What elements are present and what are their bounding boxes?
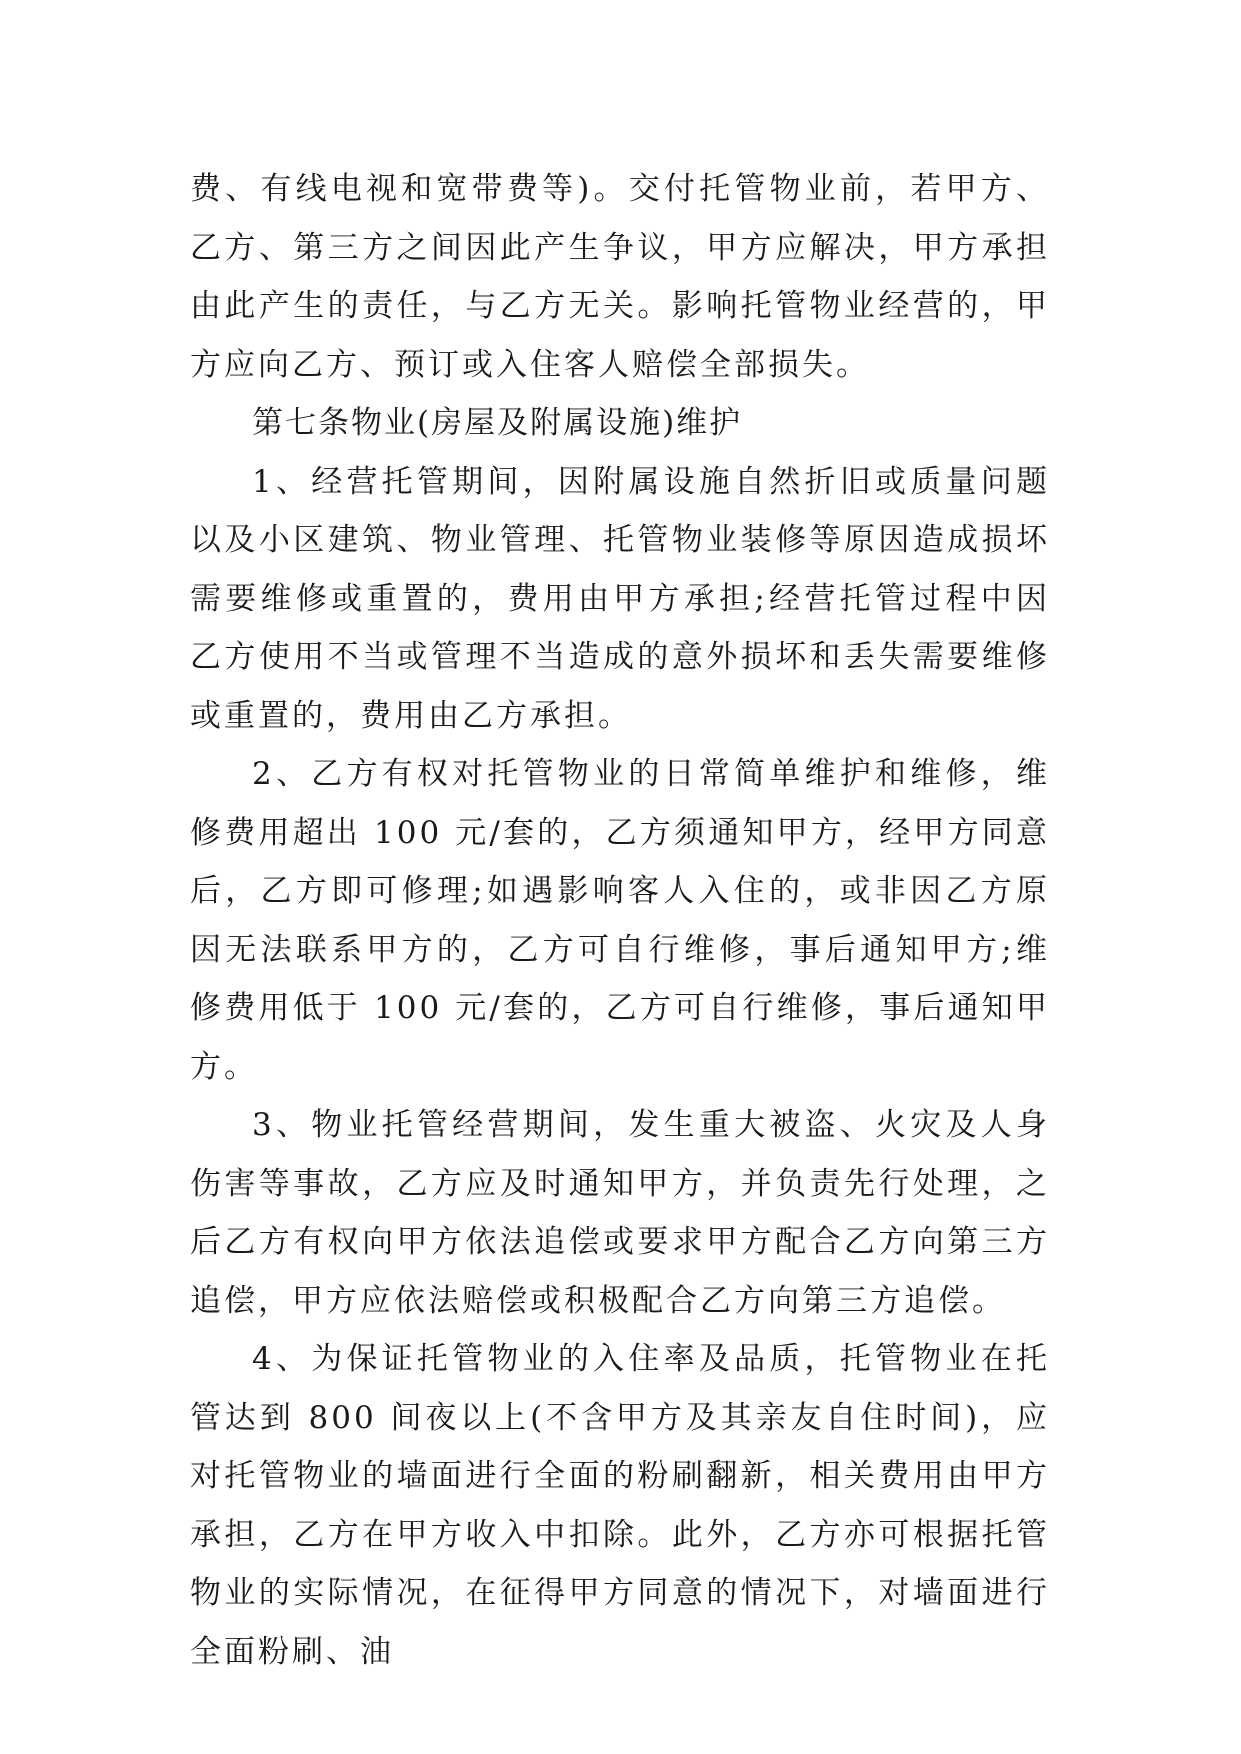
article-heading: 第七条物业(房屋及附属设施)维护 [252, 405, 743, 441]
clause-3: 3、物业托管经营期间，发生重大被盗、火灾及人身伤害等事故，乙方应及时通知甲方，并负责先行处理，之后乙方有权向甲方依法追偿或要求甲方配合乙方向第三方追偿，甲方应依法赔偿或积极配合乙方向第三方追偿。 [190, 1107, 1050, 1319]
clause-1: 1、经营托管期间，因附属设施自然折旧或质量问题以及小区建筑、物业管理、托管物业装修等原因造成损坏需要维修或重置的，费用由甲方承担;经营托管过程中因乙方使用不当或管理不当造成的意外损坏和丢失需要维修或重置的，费用由乙方承担。 [190, 463, 1050, 734]
clause-2: 2、乙方有权对托管物业的日常简单维护和维修，维修费用超出 100 元/套的，乙方须通知甲方，经甲方同意后，乙方即可修理;如遇影响客人入住的，或非因乙方原因无法联系甲方的，乙方可自行维修，事后通知甲方;维修费用低于 100 元/套的，乙方可自行维修，事后通知甲方。 [190, 756, 1050, 1085]
clause-4: 4、为保证托管物业的入住率及品质，托管物业在托管达到 800 间夜以上(不含甲方及其亲友自住时间)，应对托管物业的墙面进行全面的粉刷翻新，相关费用由甲方承担，乙方在甲方收入中扣除。此外，乙方亦可根据托管物业的实际情况，在征得甲方同意的情况下，对墙面进行全面粉刷、油 [190, 1341, 1050, 1670]
paragraph-continuation: 费、有线电视和宽带费等)。交付托管物业前，若甲方、乙方、第三方之间因此产生争议，甲方应解决，甲方承担由此产生的责任，与乙方无关。影响托管物业经营的，甲方应向乙方、预订或入住客人赔偿全部损失。 [190, 171, 1050, 383]
document-body [190, 160, 1050, 1681]
